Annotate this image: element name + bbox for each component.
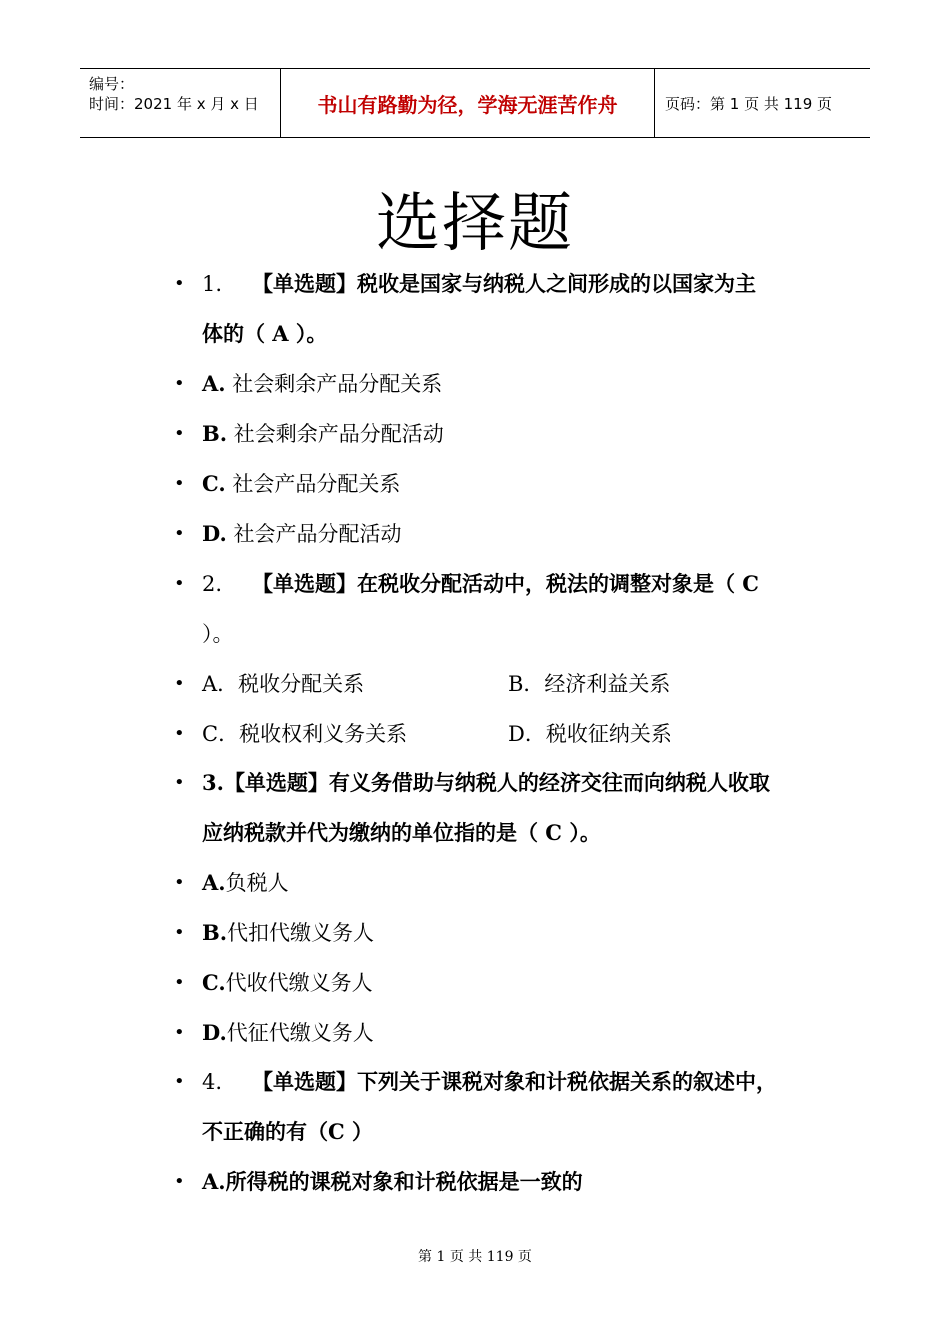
option-text: 代扣代缴义务人: [227, 921, 375, 945]
bullet: •: [174, 872, 185, 893]
option-letter: C.: [202, 471, 226, 496]
bullet: •: [174, 972, 185, 993]
option-text: 社会产品分配活动: [226, 522, 402, 546]
bullet: •: [174, 1071, 185, 1092]
question-text: 不正确的有（C ）: [202, 1119, 374, 1144]
question-text: 【单选题】在税收分配活动中，税法的调整对象是（ C: [252, 571, 760, 596]
option-letter: B.: [202, 920, 228, 945]
question-number: 1.: [202, 272, 223, 296]
question-number: 4.: [202, 1070, 223, 1094]
option-letter: C.: [202, 970, 226, 995]
option-letter: A.: [202, 371, 226, 396]
doc-number-label: 编号：: [89, 75, 135, 93]
question-text: 【单选题】税收是国家与纳税人之间形成的以国家为主: [252, 271, 756, 296]
option-text: A．税收分配关系: [202, 672, 365, 696]
bullet: •: [174, 273, 185, 294]
option-letter: D.: [202, 521, 227, 546]
bullet: •: [174, 1022, 185, 1043]
page-title: 选择题: [376, 187, 574, 261]
option-text: 负税人: [225, 871, 289, 895]
option-text: B．经济利益关系: [508, 672, 671, 696]
option-text: 所得税的课税对象和计税依据是一致的: [225, 1169, 583, 1194]
option-letter: D.: [202, 1020, 227, 1045]
question-text: 体的（ A ）。: [202, 321, 328, 346]
question-text: ）。: [202, 622, 234, 646]
bullet: •: [174, 373, 185, 394]
question-text: 应纳税款并代为缴纳的单位指的是（ C ）。: [202, 820, 601, 845]
option-text: C．税收权利义务关系: [202, 722, 408, 746]
bullet: •: [174, 423, 185, 444]
bullet: •: [174, 723, 185, 744]
option-text: 社会剩余产品分配活动: [227, 422, 444, 446]
header-motto: 书山有路勤为径，学海无涯苦作舟: [317, 93, 618, 117]
option-text: 代征代缴义务人: [226, 1021, 374, 1045]
question-text: 【单选题】下列关于课税对象和计税依据关系的叙述中，: [252, 1069, 777, 1094]
question-text: 【单选题】有义务借助与纳税人的经济交往而向纳税人收取: [223, 770, 770, 795]
bullet: •: [174, 573, 185, 594]
question-number: 2.: [202, 572, 223, 596]
header-page-info: 页码：第 1 页 共 119 页: [665, 95, 833, 113]
bullet: •: [174, 1171, 185, 1192]
bullet: •: [174, 473, 185, 494]
option-text: 代收代缴义务人: [225, 971, 373, 995]
document-header: [80, 68, 870, 138]
option-letter: B.: [202, 421, 228, 446]
option-text: D．税收征纳关系: [508, 722, 672, 746]
option-text: 社会产品分配关系: [225, 472, 401, 496]
bullet: •: [174, 673, 185, 694]
header-meta-cell: [80, 69, 281, 137]
bullet: •: [174, 922, 185, 943]
option-letter: A.: [202, 870, 226, 895]
header-page-cell: [655, 69, 870, 137]
bullet: •: [174, 772, 185, 793]
option-text: 社会剩余产品分配关系: [225, 372, 443, 396]
page-footer: 第 1 页 共 119 页: [418, 1249, 532, 1265]
question-number: 3.: [202, 770, 224, 795]
header-motto-cell: [281, 69, 655, 137]
bullet: •: [174, 523, 185, 544]
doc-time-label: 时间：2021 年 x 月 x 日: [89, 95, 259, 113]
option-letter: A.: [202, 1169, 226, 1194]
